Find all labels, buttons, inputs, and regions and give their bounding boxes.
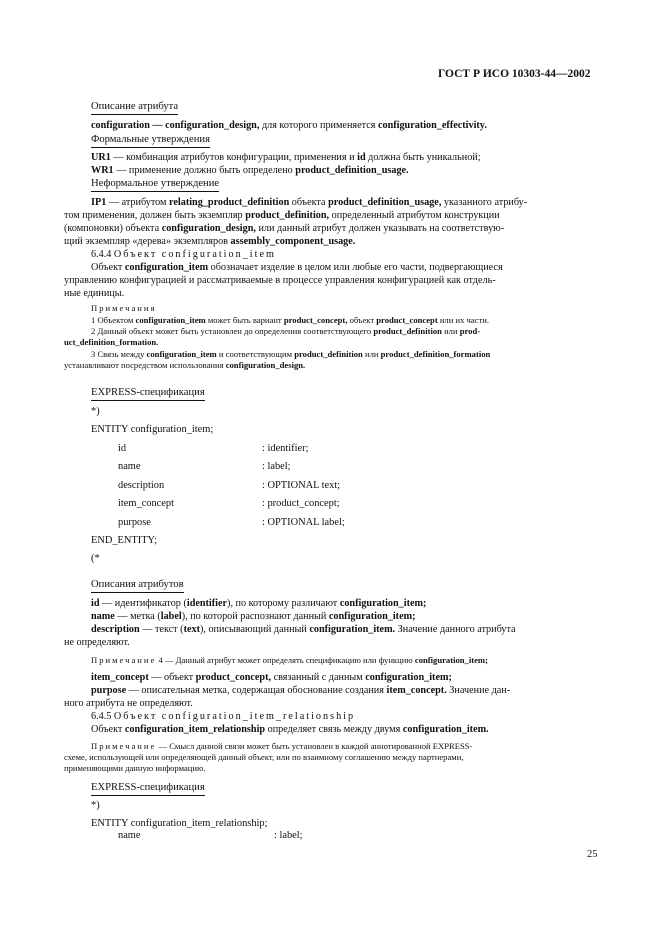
- attribute-configuration-text: configuration — configuration_design, для которого применяется configuration_effectivity.: [91, 120, 487, 131]
- note-1: 1 Объектом configuration_item может быть вариант product_concept, объект product_concept или их части.: [91, 315, 489, 325]
- ci-para-line-3: ные единицы.: [64, 288, 125, 299]
- attr-purpose-description-line-1: purpose — описательная метка, содержащая обоснование создания item_concept. Значение дан-: [91, 685, 511, 696]
- heading-attribute-description: Описание атрибута: [91, 100, 178, 115]
- express-attr-type: : label;: [274, 830, 303, 841]
- note-2-line-1: 2 Данный объект может быть установлен до определения соответствующего product_definition или prod-: [91, 326, 481, 336]
- note-3-line-1: 3 Связь между configuration_item и соответствующим product_definition или product_definition_formation: [91, 349, 491, 359]
- express-attr-name: name: [118, 461, 141, 472]
- heading-informal-proposition: Неформальное утверждение: [91, 177, 219, 192]
- note-relationship-line-2: схеме, использующей или определяющей данный объект, или по взаимному соглашению между партнерами,: [64, 752, 464, 762]
- express-attr-name: purpose: [118, 517, 151, 528]
- express-attr-name: id: [118, 443, 127, 454]
- ci-para-line-2: управлению конфигурацией и рассматриваемые в процессе управления конфигурацией как отдель-: [64, 275, 496, 286]
- express-attr-type: : OPTIONAL label;: [262, 517, 345, 528]
- ci-para-line-1: Объект configuration_item обозначает изделие в целом или любые его части, подвергающиеся: [91, 262, 503, 273]
- attr-id-description: id — идентификатор (identifier), по которому различают configuration_item;: [91, 598, 427, 609]
- express-attr-name: item_concept: [118, 498, 174, 509]
- note-relationship-line-3: применяющими данную информацию.: [64, 763, 206, 773]
- document-header: ГОСТ Р ИСО 10303-44—2002: [438, 68, 591, 80]
- express-attr-type: : OPTIONAL text;: [262, 480, 341, 491]
- ip1-line-1: IP1 — атрибутом relating_product_definition объекта product_definition_usage, указанного атрибу-: [91, 197, 528, 208]
- heading-formal-propositions: Формальные утверждения: [91, 133, 210, 148]
- express-open-comment-1: *): [91, 406, 100, 417]
- heading-express-spec-1: EXPRESS-спецификация: [91, 386, 205, 401]
- page-number: 25: [587, 849, 598, 860]
- section-6-4-4-title: 6.4.4 Объект configuration_item: [91, 249, 276, 260]
- attr-description-description-line-2: не определяют.: [64, 637, 130, 648]
- cir-para: Объект configuration_item_relationship определяет связь между двумя configuration_item.: [91, 724, 489, 735]
- ip1-line-2: том применения, должен быть экземпляр product_definition, определенный атрибутом конструкции: [64, 210, 500, 221]
- attr-item-concept-description: item_concept — объект product_concept, связанный с данным configuration_item;: [91, 672, 452, 683]
- express-attr-name: name: [118, 830, 141, 841]
- express-attr-name: description: [118, 480, 165, 491]
- attr-purpose-description-line-2: ного атрибута не определяют.: [64, 698, 193, 709]
- rule-wr1: WR1 — применение должно быть определено product_definition_usage.: [91, 165, 409, 176]
- express-close-comment-1: (*: [91, 553, 100, 564]
- notes-title: Примечания: [91, 303, 157, 313]
- express-attr-type: : label;: [262, 461, 291, 472]
- note-2-line-2: uct_definition_formation.: [64, 337, 159, 347]
- note-3-line-2: устанавливают посредством использования configuration_design.: [64, 360, 306, 370]
- express-entity-configuration-item: ENTITY configuration_item;: [91, 424, 214, 435]
- express-attr-type: : product_concept;: [262, 498, 340, 509]
- express-entity-configuration-item-relationship: ENTITY configuration_item_relationship;: [91, 818, 268, 829]
- express-attr-type: : identifier;: [262, 443, 309, 454]
- heading-express-spec-2: EXPRESS-спецификация: [91, 781, 205, 796]
- note-relationship-line-1: Примечание — Смысл данной связи может быть установлен в каждой аннотированной EXPRESS-: [91, 741, 473, 751]
- ip1-line-3: (компоновки) объекта configuration_design, или данный атрибут должен указывать на соответствую-: [64, 223, 505, 234]
- heading-attribute-descriptions: Описания атрибутов: [91, 578, 184, 593]
- express-end-entity: END_ENTITY;: [91, 535, 157, 546]
- rule-ur1: UR1 — комбинация атрибутов конфигурации, применения и id должна быть уникальной;: [91, 152, 481, 163]
- section-6-4-5-title: 6.4.5 Объект configuration_item_relationship: [91, 711, 356, 722]
- ip1-line-4: щий экземпляр «дерева» экземпляров assembly_component_usage.: [64, 236, 356, 247]
- note-4: Примечание 4 — Данный атрибут может определять спецификацию или функцию configuration_item;: [91, 655, 488, 665]
- express-open-comment-2: *): [91, 800, 100, 811]
- attr-name-description: name — метка (label), по которой распознают данный configuration_item;: [91, 611, 416, 622]
- attr-description-description-line-1: description — текст (text), описывающий данный configuration_item. Значение данного атрибута: [91, 624, 516, 635]
